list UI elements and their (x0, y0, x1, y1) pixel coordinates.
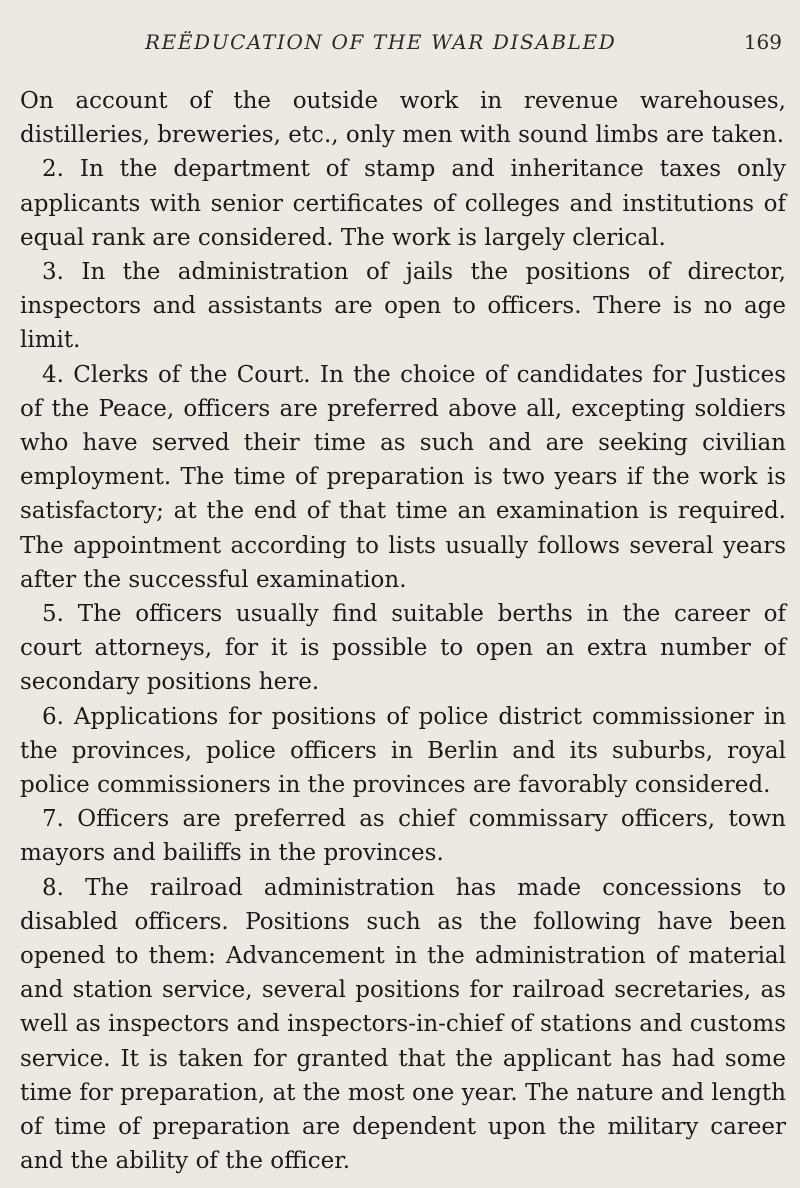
running-head (20, 26, 786, 66)
paragraph-item-7: 7. Officers are preferred as chief commissary officers, town mayors and bailiffs in the provinces. (20, 806, 786, 867)
paragraph-item-8: 8. The railroad administration has made concessions to disabled officers. Positions such as the following have been opened to them: Advancement in the administration of material and station service, several positions for railroad secretaries, as well as inspectors and inspectors-in-chief of stations and customs service. It is taken for granted that the applicant has had some time for preparation, at the most one year. The nature and length of time of preparation are dependent upon the military career and the ability of the officer. (20, 874, 786, 1175)
paragraph-continuation: On account of the outside work in revenue warehouses, distilleries, breweries, etc., only men with sound limbs are taken. (20, 88, 786, 149)
paragraph-item-5: 5. The officers usually find suitable berths in the career of court attorneys, for it is possible to open an extra number of secondary positions here. (20, 601, 786, 696)
paragraph-item-4: 4. Clerks of the Court. In the choice of candidates for Justices of the Peace, officers are preferred above all, excepting soldiers who have served their time as such and are seeking civilian employment. The time of preparation is two years if the work is satisfactory; at the end of that time an examination is required. The appointment according to lists usually follows several years after the successful examination. (20, 361, 786, 593)
body-text (20, 84, 786, 1179)
paragraph-item-6: 6. Applications for positions of police district commissioner in the provinces, police officers in Berlin and its suburbs, royal police commissioners in the provinces are favorably considered. (20, 703, 786, 799)
running-title: REËDUCATION OF THE WAR DISABLED (145, 30, 617, 54)
page-number: 169 (743, 30, 782, 54)
paragraph-item-3: 3. In the administration of jails the positions of director, inspectors and assistants are open to officers. There is no age limit. (20, 259, 786, 354)
paragraph-item-2: 2. In the department of stamp and inheritance taxes only applicants with senior certificates of colleges and institutions of equal rank are considered. The work is largely clerical. (20, 156, 786, 251)
